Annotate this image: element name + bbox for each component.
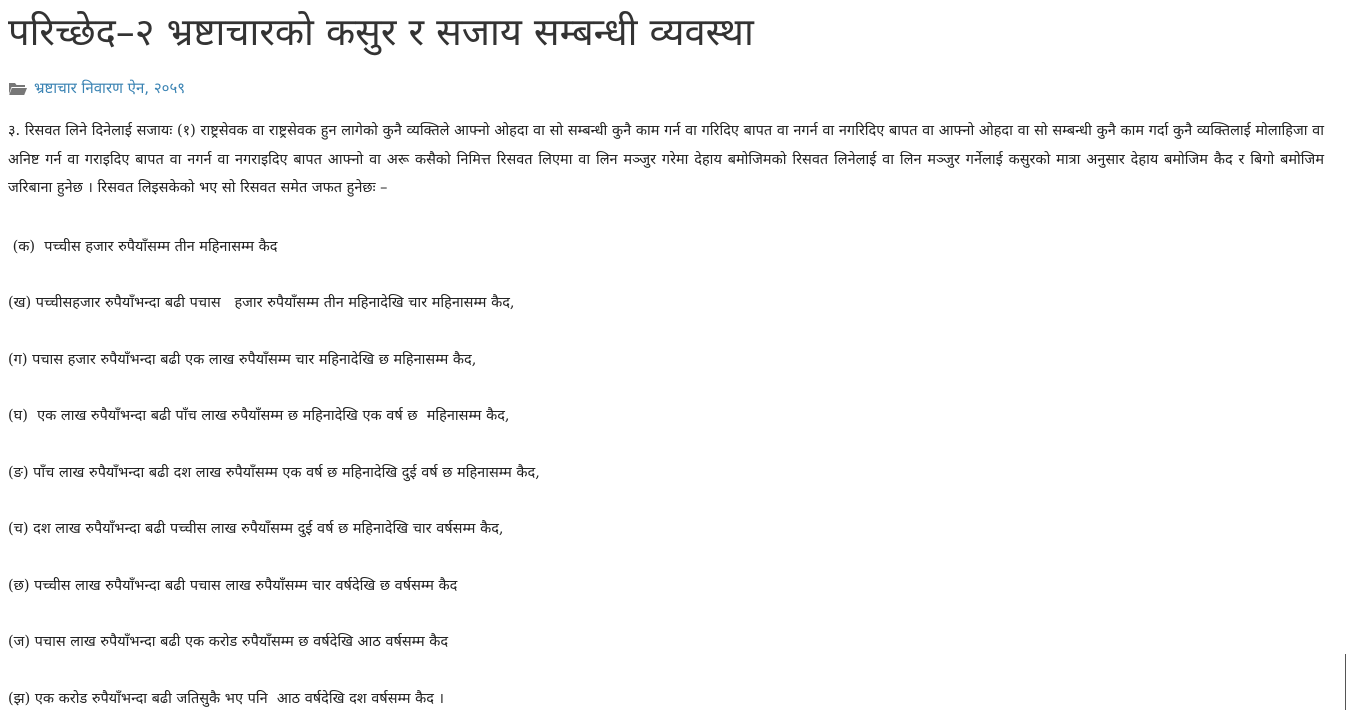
- penalty-item: (च) दश लाख रुपैयाँभन्दा बढी पच्चीस लाख रुपैयाँसम्म दुई वर्ष छ महिनादेखि चार वर्षसम्म कैद,: [8, 521, 504, 537]
- article: [8, 0, 1324, 709]
- category-meta: [8, 76, 1324, 100]
- category-link[interactable]: भ्रष्टाचार निवारण ऐन, २०५९: [34, 79, 186, 97]
- penalty-item: (ज) पचास लाख रुपैयाँभन्दा बढी एक करोड रुपैयाँसम्म छ वर्षदेखि आठ वर्षसम्म कैद: [8, 634, 449, 650]
- folder-open-icon: [8, 80, 28, 96]
- penalty-item: (झ) एक करोड रुपैयाँभन्दा बढी जतिसुकै भए पनि आठ वर्षदेखि दश वर्षसम्म कैद ।: [8, 690, 445, 707]
- penalty-item: (क) पच्चीस हजार रुपैयाँसम्म तीन महिनासम्म कैद: [8, 238, 278, 255]
- penalty-item: (छ) पच्चीस लाख रुपैयाँभन्दा बढी पचास लाख रुपैयाँसम्म चार वर्षदेखि छ वर्षसम्म कैद: [8, 577, 458, 594]
- page-title: परिच्छेद–२ भ्रष्टाचारको कसुर र सजाय सम्बन्धी व्यवस्था: [8, 10, 754, 54]
- penalty-item: (घ) एक लाख रुपैयाँभन्दा बढी पाँच लाख रुपैयाँसम्म छ महिनादेखि एक वर्ष छ महिनासम्म कैद,: [8, 408, 510, 424]
- penalty-item: (ङ) पाँच लाख रुपैयाँभन्दा बढी दश लाख रुपैयाँसम्म एक वर्ष छ महिनादेखि दुई वर्ष छ महिनासम्म कैद,: [8, 464, 540, 481]
- penalty-item: (ख) पच्चीसहजार रुपैयाँभन्दा बढी पचास हजार रुपैयाँसम्म तीन महिनादेखि चार महिनासम्म कैद,: [8, 295, 515, 311]
- penalty-item: (ग) पचास हजार रुपैयाँभन्दा बढी एक लाख रुपैयाँसम्म चार महिनादेखि छ महिनासम्म कैद,: [8, 351, 477, 368]
- penalty-list: [8, 237, 1324, 709]
- section-lead-paragraph: ३. रिसवत लिने दिनेलाई सजायः (१) राष्ट्रसेवक वा राष्ट्रसेवक हुन लागेको कुनै व्यक्तिले आफ्नो ओहदा वा सो सम्बन्धी कुनै काम गर्न वा गरिदिए बापत वा नगर्न वा नगरिदिए बापत वा आफ्नो ओहदा वा सो सम्बन्धी कुनै काम गर्दा कुनै व्यक्तिलाई मोलाहिजा वा अनिष्ट गर्न वा गराइदिए बापत वा नगर्न वा नगराइदिए बापत आफ्नो वा अरू कसैको निमित्त रिसवत लिएमा वा लिन मञ्जुर गरेमा देहाय बमोजिमको रिसवत लिनेलाई वा लिन मञ्जुर गर्नेलाई कसुरको मात्रा अनुसार देहाय बमोजिम कैद र बिगो बमोजिम जरिबाना हुनेछ । रिसवत लिइसकेको भए सो रिसवत समेत जफत हुनेछः –: [8, 123, 1324, 196]
